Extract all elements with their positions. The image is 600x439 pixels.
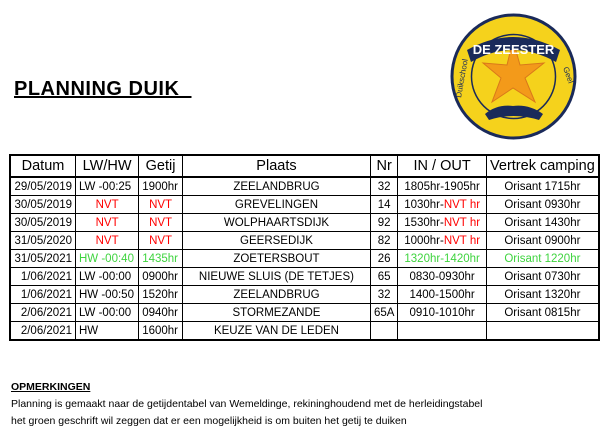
cell-nr: 14 — [370, 196, 397, 214]
table-row — [10, 232, 599, 250]
logo-left-text: Duikschool — [454, 58, 470, 99]
cell-nr: 32 — [370, 286, 397, 304]
cell-datum: 2/06/2021 — [10, 304, 76, 322]
inout-time: 1030hr- — [404, 198, 444, 211]
cell-datum: 1/06/2021 — [10, 286, 76, 304]
cell-datum: 1/06/2021 — [10, 268, 76, 286]
inout-nvt: NVT hr — [443, 198, 481, 211]
cell-getij: NVT — [139, 196, 183, 214]
col-datum: Datum — [10, 155, 76, 177]
cell-inout — [398, 268, 486, 286]
table-row — [10, 177, 599, 196]
cell-nr: 65A — [370, 304, 397, 322]
cell-getij: 1520hr — [139, 286, 183, 304]
cell-datum: 2/06/2021 — [10, 322, 76, 341]
inout-time: 1320hr-1420hr — [404, 252, 480, 265]
cell-lwhw: HW -00:40 — [76, 250, 139, 268]
inout-time: 0910-1010hr — [409, 306, 475, 319]
inout-time: 1805hr-1905hr — [404, 180, 480, 193]
cell-inout — [398, 250, 486, 268]
cell-inout — [398, 322, 486, 341]
cell-vertrek: Orisant 1320hr — [486, 286, 599, 304]
cell-vertrek: Orisant 1220hr — [486, 250, 599, 268]
planning-table — [9, 154, 600, 341]
cell-plaats: WOLPHAARTSDIJK — [182, 214, 370, 232]
inout-time: 1400-1500hr — [409, 288, 475, 301]
cell-datum: 31/05/2021 — [10, 250, 76, 268]
table-header-row — [10, 155, 599, 177]
cell-plaats: NIEUWE SLUIS (DE TETJES) — [182, 268, 370, 286]
cell-plaats: GEERSEDIJK — [182, 232, 370, 250]
cell-inout — [398, 214, 486, 232]
cell-nr: 26 — [370, 250, 397, 268]
cell-vertrek: Orisant 1430hr — [486, 214, 599, 232]
cell-getij: 0900hr — [139, 268, 183, 286]
cell-nr: 92 — [370, 214, 397, 232]
cell-getij: 1900hr — [139, 177, 183, 196]
cell-plaats: STORMEZANDE — [182, 304, 370, 322]
table-row — [10, 250, 599, 268]
col-inout: IN / OUT — [398, 155, 486, 177]
cell-lwhw: NVT — [76, 232, 139, 250]
cell-plaats: ZEELANDBRUG — [182, 177, 370, 196]
cell-plaats: ZEELANDBRUG — [182, 286, 370, 304]
cell-lwhw: LW -00:25 — [76, 177, 139, 196]
cell-getij: 0940hr — [139, 304, 183, 322]
cell-datum: 31/05/2020 — [10, 232, 76, 250]
cell-vertrek: Orisant 0930hr — [486, 196, 599, 214]
cell-vertrek: Orisant 0815hr — [486, 304, 599, 322]
cell-inout — [398, 232, 486, 250]
table-row — [10, 304, 599, 322]
cell-lwhw: LW -00:00 — [76, 304, 139, 322]
cell-inout — [398, 196, 486, 214]
cell-getij: 1435hr — [139, 250, 183, 268]
cell-nr: 82 — [370, 232, 397, 250]
notes-line: Planning is gemaakt naar de getijdentabel van Wemeldinge, rekininghoudend met de herleidingstabel — [11, 398, 483, 410]
cell-vertrek: Orisant 0730hr — [486, 268, 599, 286]
inout-nvt: NVT hr — [443, 216, 481, 229]
col-nr: Nr — [370, 155, 397, 177]
cell-getij: 1600hr — [139, 322, 183, 341]
cell-inout — [398, 304, 486, 322]
cell-nr — [370, 322, 397, 341]
table-row — [10, 322, 599, 341]
cell-getij: NVT — [139, 214, 183, 232]
notes-line: het groen geschrift wil zeggen dat er een mogelijkheid is om buiten het getij te duiken — [11, 415, 407, 427]
col-plaats: Plaats — [182, 155, 370, 177]
table-row — [10, 214, 599, 232]
inout-time: 0830-0930hr — [409, 270, 475, 283]
cell-lwhw: HW — [76, 322, 139, 341]
cell-vertrek: Orisant 0900hr — [486, 232, 599, 250]
cell-plaats: KEUZE VAN DE LEDEN — [182, 322, 370, 341]
cell-vertrek: Orisant 1715hr — [486, 177, 599, 196]
cell-datum: 29/05/2019 — [10, 177, 76, 196]
col-lwhw: LW/HW — [76, 155, 139, 177]
table-row — [10, 196, 599, 214]
col-vertrek: Vertrek camping — [486, 155, 599, 177]
cell-datum: 30/05/2019 — [10, 196, 76, 214]
notes-heading: OPMERKINGEN — [11, 381, 91, 393]
cell-plaats: ZOETERSBOUT — [182, 250, 370, 268]
table-row — [10, 268, 599, 286]
cell-inout — [398, 177, 486, 196]
cell-datum: 30/05/2019 — [10, 214, 76, 232]
cell-nr: 65 — [370, 268, 397, 286]
table-row — [10, 286, 599, 304]
inout-time: 1000hr- — [404, 234, 444, 247]
inout-time: 1530hr- — [404, 216, 444, 229]
cell-lwhw: NVT — [76, 214, 139, 232]
logo-right-text: Geel — [561, 65, 576, 85]
notes-section — [11, 379, 482, 430]
page-title: PLANNING DUIK — [14, 78, 192, 100]
inout-nvt: NVT hr — [443, 234, 481, 247]
cell-lwhw: NVT — [76, 196, 139, 214]
cell-lwhw: HW -00:50 — [76, 286, 139, 304]
logo-name: DE ZEESTER — [472, 42, 555, 57]
cell-nr: 32 — [370, 177, 397, 196]
de-zeester-logo — [447, 10, 580, 143]
cell-plaats: GREVELINGEN — [182, 196, 370, 214]
cell-lwhw: LW -00:00 — [76, 268, 139, 286]
cell-vertrek — [486, 322, 599, 341]
cell-inout — [398, 286, 486, 304]
col-getij: Getij — [139, 155, 183, 177]
cell-getij: NVT — [139, 232, 183, 250]
